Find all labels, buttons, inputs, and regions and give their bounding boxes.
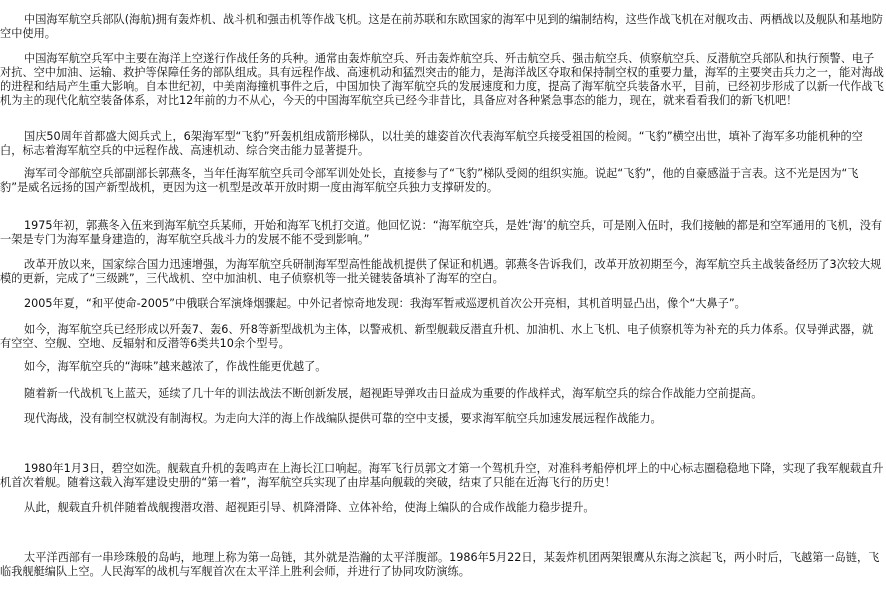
paragraph: 如今，海军航空兵已经形成以歼轰7、轰6、歼8等新型战机为主体，以警戒机、新型舰载反潜直升机、加油机、水上飞机、电子侦察机等为补充的兵力体系。仅导弹武器，就有空空、空舰、空地、反辐射和反潜等6类共10余个型号。 <box>0 323 874 350</box>
paragraph: 从此，舰载直升机伴随着战舰搜潜攻潜、超视距引导、机降滑降、立体补给，使海上编队的合成作战能力稳步提升。 <box>24 501 595 514</box>
paragraph: 1980年1月3日，碧空如洗。舰载直升机的轰鸣声在上海长江口响起。海军飞行员郭文才第一个驾机升空，对准科考船停机坪上的中心标志圈稳稳地下降，实现了我军舰载直升机首次着舰。随着这载入海军建设史册的“第一着”，海军航空兵实现了由岸基向舰载的突破，结束了只能在近海飞行的历史！ <box>0 462 884 489</box>
paragraph: 现代海战，没有制空权就没有制海权。为走向大洋的海上作战编队提供可靠的空中支援，要求海军航空兵加速发展远程作战能力。 <box>24 412 662 425</box>
paragraph: 如今，海军航空兵的“海味”越来越浓了，作战性能更优越了。 <box>24 360 327 373</box>
paragraph: 2005年夏，“和平使命-2005”中俄联合军演烽烟骤起。中外记者惊奇地发现：我海军暂戒巡逻机首次公开亮相，其机首明显凸出，像个“大鼻子”。 <box>24 297 746 310</box>
paragraph: 中国海军航空兵军中主要在海洋上空遂行作战任务的兵种。通常由轰炸航空兵、歼击轰炸航空兵、歼击航空兵、强击航空兵、侦察航空兵、反潜航空兵部队和执行预警、电子对抗、空中加油、运输、救护等保障任务的部队组成。具有远程作战、高速机动和猛烈突击的能力，是海洋战区夺取和保持制空权的重要力量，海军的主要突击兵力之一，能对海战的进程和结局产生重大影响。自本世纪初，中美南海撞机事件之后，中国加快了海军航空兵的发展速度和力度，提高了海军航空兵装备水平，目前，已经初步形成了以新一代作战飞机为主的现代化航空装备体系，对比12年前的力不从心，今天的中国海军航空兵已经今非昔比，具备应对各种紧急事态的能力，现在，就来看看我们的新飞机吧！ <box>0 52 884 107</box>
paragraph: 随着新一代战机飞上蓝天，延续了几十年的训法战法不断创新发展，超视距导弹攻击日益成为重要的作战样式，海军航空兵的综合作战能力空前提高。 <box>24 387 763 400</box>
paragraph: 国庆50周年首都盛大阅兵式上，6架海军型“飞豹”歼轰机组成箭形梯队，以壮美的雄姿首次代表海军航空兵接受祖国的检阅。“飞豹”横空出世，填补了海军多功能机种的空白，标志着海军航空兵的中远程作战、高速机动、综合突击能力显著提升。 <box>0 130 863 157</box>
paragraph: 改革开放以来，国家综合国力迅速增强，为海军航空兵研制海军型高性能战机提供了保证和机遇。郭燕冬告诉我们，改革开放初期至今，海军航空兵主战装备经历了3次较大规模的更新，完成了“三级跳”，三代战机、空中加油机、电子侦察机等一批关键装备填补了海军的空白。 <box>0 258 882 285</box>
paragraph: 太平洋西部有一串珍珠般的岛屿，地理上称为第一岛链，其外就是浩瀚的太平洋腹部。1986年5月22日，某轰炸机团两架银鹰从东海之滨起飞，两小时后，飞越第一岛链，飞临我舰艇编队上空。人民海军的战机与军舰首次在太平洋上胜利会师，并进行了协同攻防演练。 <box>0 551 880 578</box>
paragraph: 中国海军航空兵部队(海航)拥有轰炸机、战斗机和强击机等作战飞机。这是在前苏联和东欧国家的海军中见到的编制结构，这些作战飞机在对舰攻击、两栖战以及舰队和基地防空中使用。 <box>0 13 883 40</box>
paragraph: 海军司令部航空兵部副部长郭燕冬，当年任海军航空兵司令部军训处处长，直接参与了“飞豹”梯队受阅的组织实施。说起“飞豹”，他的自豪感溢于言表。这不光是因为“飞豹”是威名远扬的国产新型战机，更因为这一机型是改革开放时期一度由海军航空兵独力支撑研发的。 <box>0 167 859 194</box>
paragraph: 1975年初，郭燕冬入伍来到海军航空兵某师，开始和海军飞机打交道。他回忆说：“海军航空兵，是姓‘海’的航空兵，可是刚入伍时，我们接触的都是和空军通用的飞机，没有一架是专门为海军量身建造的，海军航空兵战斗力的发展不能不受到影响。” <box>0 219 883 246</box>
